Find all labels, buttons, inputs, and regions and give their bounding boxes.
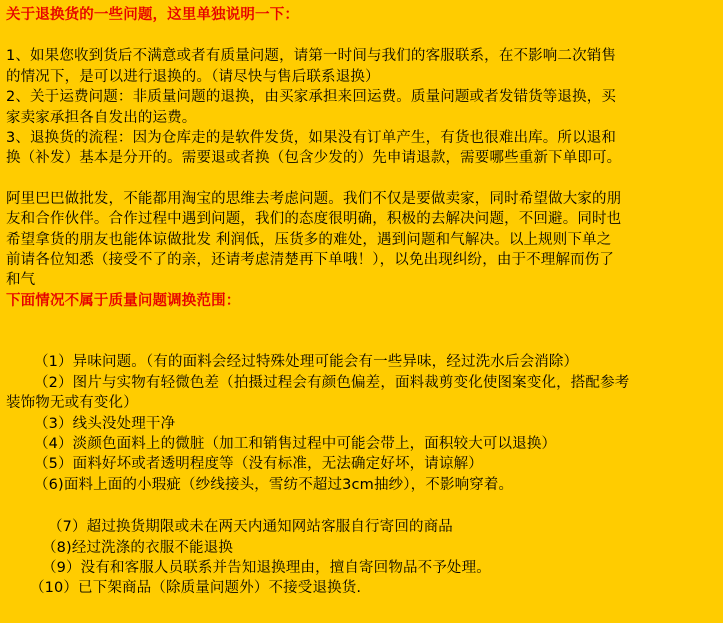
alibaba-line-3: 希望拿货的朋友也能体谅做批发 利润低，压货多的难处，遇到问题和气解决。以上规则下单之	[6, 231, 612, 248]
exclusion-item-2-cont: 装饰物无或有变化）	[6, 395, 138, 412]
exclusion-item-10: （10）已下架商品（除质量问题外）不接受退换货.	[30, 580, 362, 597]
exclusion-item-7: （7）超过换货期限或未在两天内通知网站客服自行寄回的商品	[48, 519, 453, 536]
policy-line-2: 的情况下，是可以进行退换的。（请尽快与售后联系退换）	[6, 68, 380, 85]
exclusion-item-3: （3）线头没处理干净	[34, 415, 176, 432]
alibaba-line-5: 和气	[6, 272, 36, 289]
exclusion-item-6: （6)面料上面的小瑕疵（纱线接头，雪纺不超过3cm抽纱），不影响穿着。	[34, 476, 514, 493]
alibaba-line-2: 友和合作伙伴。合作过程中遇到问题，我们的态度很明确，积极的去解决问题，不回避。同时也	[6, 211, 622, 228]
return-policy-title: 关于退换货的一些问题，这里单独说明一下：	[6, 7, 299, 23]
policy-line-3: 2、关于运费问题：非质量问题的退换，由买家承担来回运费。质量问题或者发错货等退换，买	[6, 89, 617, 106]
exclusion-item-9: （9）没有和客服人员联系并告知退换理由，擅自寄回物品不予处理。	[42, 559, 491, 576]
exclusion-item-2: （2）图片与实物有轻微色差（拍摄过程会有颜色偏差，面料裁剪变化使图案变化，搭配参考	[34, 374, 630, 391]
exclusion-item-4: （4）淡颜色面料上的微脏（加工和销售过程中可能会带上，面积较大可以退换）	[34, 435, 557, 452]
alibaba-line-1: 阿里巴巴做批发，不能都用淘宝的思维去考虑问题。我们不仅是要做卖家，同时希望做大家的朋	[6, 190, 622, 207]
exclusions-title: 下面情况不属于质量问题调换范围：	[6, 292, 241, 309]
policy-line-5: 3、退换货的流程：因为仓库走的是软件发货，如果没有订单产生，有货也很难出库。所以退和	[6, 130, 617, 147]
policy-line-1: 1、如果您收到货后不满意或者有质量问题，请第一时间与我们的客服联系，在不影响二次销售	[6, 48, 617, 65]
exclusion-item-5: （5）面料好坏或者透明程度等（没有标准，无法确定好坏，请谅解）	[34, 456, 483, 473]
policy-line-4: 家卖家承担各自发出的运费。	[6, 109, 197, 126]
exclusion-item-8: （8)经过洗涤的衣服不能退换	[42, 539, 233, 556]
exclusion-item-1: （1）异味问题。（有的面料会经过特殊处理可能会有一些异味，经过洗水后会消除）	[34, 354, 579, 371]
policy-line-6: 换（补发）基本是分开的。需要退或者换（包含少发的）先申请退款，需要哪些重新下单即可。	[6, 150, 622, 167]
alibaba-line-4: 前请各位知悉（接受不了的亲，还请考虑清楚再下单哦！），以免出现纠纷，由于不理解而伤了	[6, 252, 615, 269]
